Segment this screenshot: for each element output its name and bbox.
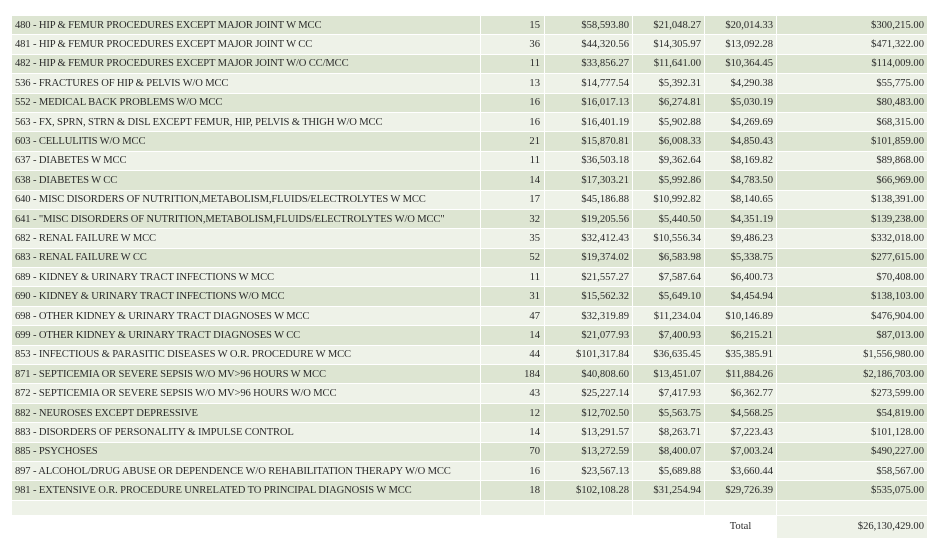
- case-count-cell: 21: [481, 132, 545, 151]
- total-amount-cell: $114,009.00: [777, 55, 928, 74]
- case-count-cell: 31: [481, 287, 545, 306]
- table-row: [12, 365, 928, 384]
- average-medicare-payment-cell: $7,223.43: [705, 423, 777, 442]
- drg-description-cell: 871 - SEPTICEMIA OR SEVERE SEPSIS W/O MV>96 HOURS W MCC: [12, 365, 481, 384]
- table-row: [12, 55, 928, 74]
- average-medicare-payment-cell: $4,351.19: [705, 210, 777, 229]
- average-medicare-payment-cell: $4,290.38: [705, 74, 777, 93]
- average-charges-cell: $58,593.80: [545, 16, 633, 35]
- drg-description-cell: 536 - FRACTURES OF HIP & PELVIS W/O MCC: [12, 74, 481, 93]
- empty-cell: [633, 516, 705, 539]
- total-row: [12, 516, 928, 539]
- empty-cell: [545, 516, 633, 539]
- total-amount-cell: $1,556,980.00: [777, 346, 928, 365]
- case-count-cell: 14: [481, 423, 545, 442]
- total-amount-cell: $471,322.00: [777, 35, 928, 54]
- case-count-cell: 32: [481, 210, 545, 229]
- total-amount-cell: $2,186,703.00: [777, 365, 928, 384]
- average-payment-cell: $10,556.34: [633, 229, 705, 248]
- average-medicare-payment-cell: $3,660.44: [705, 462, 777, 481]
- table-row: [12, 249, 928, 268]
- average-charges-cell: $45,186.88: [545, 191, 633, 210]
- total-amount-cell: $138,391.00: [777, 191, 928, 210]
- table-row: [12, 171, 928, 190]
- blank-cell: [633, 501, 705, 516]
- case-count-cell: 15: [481, 16, 545, 35]
- average-charges-cell: $102,108.28: [545, 481, 633, 500]
- total-amount-cell: $89,868.00: [777, 152, 928, 171]
- average-payment-cell: $14,305.97: [633, 35, 705, 54]
- drg-description-cell: 882 - NEUROSES EXCEPT DEPRESSIVE: [12, 404, 481, 423]
- table-row: [12, 287, 928, 306]
- drg-description-cell: 637 - DIABETES W MCC: [12, 152, 481, 171]
- average-payment-cell: $36,635.45: [633, 346, 705, 365]
- average-medicare-payment-cell: $6,362.77: [705, 384, 777, 403]
- total-amount-cell: $101,128.00: [777, 423, 928, 442]
- case-count-cell: 14: [481, 171, 545, 190]
- drg-description-cell: 640 - MISC DISORDERS OF NUTRITION,METABOLISM,FLUIDS/ELECTROLYTES W MCC: [12, 191, 481, 210]
- total-amount-cell: $535,075.00: [777, 481, 928, 500]
- average-payment-cell: $6,008.33: [633, 132, 705, 151]
- drg-description-cell: 885 - PSYCHOSES: [12, 443, 481, 462]
- case-count-cell: 16: [481, 462, 545, 481]
- total-amount-cell: $300,215.00: [777, 16, 928, 35]
- total-amount-cell: $476,904.00: [777, 307, 928, 326]
- average-payment-cell: $5,392.31: [633, 74, 705, 93]
- average-medicare-payment-cell: $7,003.24: [705, 443, 777, 462]
- average-medicare-payment-cell: $8,140.65: [705, 191, 777, 210]
- average-payment-cell: $10,992.82: [633, 191, 705, 210]
- average-medicare-payment-cell: $29,726.39: [705, 481, 777, 500]
- case-count-cell: 11: [481, 55, 545, 74]
- average-charges-cell: $17,303.21: [545, 171, 633, 190]
- average-payment-cell: $7,587.64: [633, 268, 705, 287]
- average-medicare-payment-cell: $4,269.69: [705, 113, 777, 132]
- average-payment-cell: $5,992.86: [633, 171, 705, 190]
- average-payment-cell: $11,641.00: [633, 55, 705, 74]
- average-charges-cell: $21,557.27: [545, 268, 633, 287]
- average-payment-cell: $5,689.88: [633, 462, 705, 481]
- average-charges-cell: $19,205.56: [545, 210, 633, 229]
- case-count-cell: 44: [481, 346, 545, 365]
- total-amount-cell: $490,227.00: [777, 443, 928, 462]
- average-medicare-payment-cell: $5,030.19: [705, 94, 777, 113]
- average-medicare-payment-cell: $4,783.50: [705, 171, 777, 190]
- drg-description-cell: 482 - HIP & FEMUR PROCEDURES EXCEPT MAJOR JOINT W/O CC/MCC: [12, 55, 481, 74]
- grand-total-value: $26,130,429.00: [777, 516, 928, 539]
- average-payment-cell: $21,048.27: [633, 16, 705, 35]
- table-row: [12, 132, 928, 151]
- table-row: [12, 16, 928, 35]
- average-payment-cell: $9,362.64: [633, 152, 705, 171]
- average-payment-cell: $5,563.75: [633, 404, 705, 423]
- average-medicare-payment-cell: $35,385.91: [705, 346, 777, 365]
- total-amount-cell: $54,819.00: [777, 404, 928, 423]
- total-amount-cell: $70,408.00: [777, 268, 928, 287]
- table-row: [12, 481, 928, 500]
- case-count-cell: 35: [481, 229, 545, 248]
- drg-summary-table: [12, 16, 928, 539]
- total-amount-cell: $138,103.00: [777, 287, 928, 306]
- average-medicare-payment-cell: $5,338.75: [705, 249, 777, 268]
- drg-description-cell: 481 - HIP & FEMUR PROCEDURES EXCEPT MAJOR JOINT W CC: [12, 35, 481, 54]
- total-amount-cell: $66,969.00: [777, 171, 928, 190]
- table-row: [12, 152, 928, 171]
- table-row: [12, 462, 928, 481]
- table-row: [12, 229, 928, 248]
- average-charges-cell: $19,374.02: [545, 249, 633, 268]
- case-count-cell: 52: [481, 249, 545, 268]
- case-count-cell: 36: [481, 35, 545, 54]
- average-medicare-payment-cell: $9,486.23: [705, 229, 777, 248]
- average-medicare-payment-cell: $13,092.28: [705, 35, 777, 54]
- average-medicare-payment-cell: $10,146.89: [705, 307, 777, 326]
- total-amount-cell: $277,615.00: [777, 249, 928, 268]
- average-payment-cell: $31,254.94: [633, 481, 705, 500]
- average-medicare-payment-cell: $11,884.26: [705, 365, 777, 384]
- case-count-cell: 18: [481, 481, 545, 500]
- average-charges-cell: $33,856.27: [545, 55, 633, 74]
- table-row: [12, 384, 928, 403]
- case-count-cell: 184: [481, 365, 545, 384]
- case-count-cell: 70: [481, 443, 545, 462]
- average-medicare-payment-cell: $6,215.21: [705, 326, 777, 345]
- total-amount-cell: $68,315.00: [777, 113, 928, 132]
- case-count-cell: 11: [481, 152, 545, 171]
- average-charges-cell: $13,291.57: [545, 423, 633, 442]
- blank-row: [12, 501, 928, 516]
- total-amount-cell: $55,775.00: [777, 74, 928, 93]
- drg-description-cell: 699 - OTHER KIDNEY & URINARY TRACT DIAGNOSES W CC: [12, 326, 481, 345]
- average-charges-cell: $16,017.13: [545, 94, 633, 113]
- blank-cell: [777, 501, 928, 516]
- total-amount-cell: $58,567.00: [777, 462, 928, 481]
- drg-description-cell: 683 - RENAL FAILURE W CC: [12, 249, 481, 268]
- average-charges-cell: $21,077.93: [545, 326, 633, 345]
- average-payment-cell: $5,440.50: [633, 210, 705, 229]
- total-amount-cell: $139,238.00: [777, 210, 928, 229]
- average-payment-cell: $8,263.71: [633, 423, 705, 442]
- table-row: [12, 94, 928, 113]
- drg-description-cell: 853 - INFECTIOUS & PARASITIC DISEASES W O.R. PROCEDURE W MCC: [12, 346, 481, 365]
- average-charges-cell: $13,272.59: [545, 443, 633, 462]
- table-row: [12, 423, 928, 442]
- average-charges-cell: $14,777.54: [545, 74, 633, 93]
- average-payment-cell: $6,274.81: [633, 94, 705, 113]
- case-count-cell: 16: [481, 94, 545, 113]
- drg-description-cell: 698 - OTHER KIDNEY & URINARY TRACT DIAGNOSES W MCC: [12, 307, 481, 326]
- drg-description-cell: 682 - RENAL FAILURE W MCC: [12, 229, 481, 248]
- drg-table-container: [12, 16, 928, 539]
- table-row: [12, 74, 928, 93]
- blank-cell: [705, 501, 777, 516]
- average-payment-cell: $5,902.88: [633, 113, 705, 132]
- empty-cell: [12, 516, 481, 539]
- table-row: [12, 35, 928, 54]
- case-count-cell: 16: [481, 113, 545, 132]
- average-charges-cell: $15,870.81: [545, 132, 633, 151]
- drg-description-cell: 563 - FX, SPRN, STRN & DISL EXCEPT FEMUR, HIP, PELVIS & THIGH W/O MCC: [12, 113, 481, 132]
- case-count-cell: 12: [481, 404, 545, 423]
- table-row: [12, 346, 928, 365]
- average-charges-cell: $32,412.43: [545, 229, 633, 248]
- table-row: [12, 326, 928, 345]
- blank-cell: [545, 501, 633, 516]
- table-row: [12, 404, 928, 423]
- average-charges-cell: $101,317.84: [545, 346, 633, 365]
- total-amount-cell: $332,018.00: [777, 229, 928, 248]
- drg-description-cell: 883 - DISORDERS OF PERSONALITY & IMPULSE CONTROL: [12, 423, 481, 442]
- table-row: [12, 443, 928, 462]
- average-payment-cell: $7,400.93: [633, 326, 705, 345]
- total-amount-cell: $80,483.00: [777, 94, 928, 113]
- average-charges-cell: $15,562.32: [545, 287, 633, 306]
- total-label: Total: [705, 516, 777, 539]
- average-medicare-payment-cell: $10,364.45: [705, 55, 777, 74]
- average-payment-cell: $13,451.07: [633, 365, 705, 384]
- table-row: [12, 191, 928, 210]
- drg-description-cell: 638 - DIABETES W CC: [12, 171, 481, 190]
- average-charges-cell: $23,567.13: [545, 462, 633, 481]
- case-count-cell: 11: [481, 268, 545, 287]
- drg-description-cell: 897 - ALCOHOL/DRUG ABUSE OR DEPENDENCE W/O REHABILITATION THERAPY W/O MCC: [12, 462, 481, 481]
- average-payment-cell: $11,234.04: [633, 307, 705, 326]
- average-payment-cell: $7,417.93: [633, 384, 705, 403]
- table-row: [12, 307, 928, 326]
- average-charges-cell: $12,702.50: [545, 404, 633, 423]
- average-charges-cell: $40,808.60: [545, 365, 633, 384]
- table-row: [12, 113, 928, 132]
- drg-description-cell: 641 - "MISC DISORDERS OF NUTRITION,METABOLISM,FLUIDS/ELECTROLYTES W/O MCC": [12, 210, 481, 229]
- average-charges-cell: $16,401.19: [545, 113, 633, 132]
- average-charges-cell: $25,227.14: [545, 384, 633, 403]
- average-medicare-payment-cell: $4,454.94: [705, 287, 777, 306]
- case-count-cell: 13: [481, 74, 545, 93]
- case-count-cell: 14: [481, 326, 545, 345]
- average-payment-cell: $5,649.10: [633, 287, 705, 306]
- total-amount-cell: $87,013.00: [777, 326, 928, 345]
- average-medicare-payment-cell: $8,169.82: [705, 152, 777, 171]
- table-row: [12, 268, 928, 287]
- table-body: [12, 16, 928, 539]
- drg-description-cell: 689 - KIDNEY & URINARY TRACT INFECTIONS W MCC: [12, 268, 481, 287]
- total-amount-cell: $273,599.00: [777, 384, 928, 403]
- average-medicare-payment-cell: $4,850.43: [705, 132, 777, 151]
- average-payment-cell: $8,400.07: [633, 443, 705, 462]
- blank-cell: [481, 501, 545, 516]
- table-row: [12, 210, 928, 229]
- drg-description-cell: 981 - EXTENSIVE O.R. PROCEDURE UNRELATED TO PRINCIPAL DIAGNOSIS W MCC: [12, 481, 481, 500]
- total-amount-cell: $101,859.00: [777, 132, 928, 151]
- average-charges-cell: $36,503.18: [545, 152, 633, 171]
- average-charges-cell: $32,319.89: [545, 307, 633, 326]
- drg-description-cell: 552 - MEDICAL BACK PROBLEMS W/O MCC: [12, 94, 481, 113]
- empty-cell: [481, 516, 545, 539]
- drg-description-cell: 603 - CELLULITIS W/O MCC: [12, 132, 481, 151]
- average-medicare-payment-cell: $20,014.33: [705, 16, 777, 35]
- drg-description-cell: 480 - HIP & FEMUR PROCEDURES EXCEPT MAJOR JOINT W MCC: [12, 16, 481, 35]
- drg-description-cell: 872 - SEPTICEMIA OR SEVERE SEPSIS W/O MV>96 HOURS W/O MCC: [12, 384, 481, 403]
- case-count-cell: 43: [481, 384, 545, 403]
- blank-cell: [12, 501, 481, 516]
- average-medicare-payment-cell: $4,568.25: [705, 404, 777, 423]
- case-count-cell: 47: [481, 307, 545, 326]
- drg-description-cell: 690 - KIDNEY & URINARY TRACT INFECTIONS W/O MCC: [12, 287, 481, 306]
- average-charges-cell: $44,320.56: [545, 35, 633, 54]
- case-count-cell: 17: [481, 191, 545, 210]
- average-medicare-payment-cell: $6,400.73: [705, 268, 777, 287]
- average-payment-cell: $6,583.98: [633, 249, 705, 268]
